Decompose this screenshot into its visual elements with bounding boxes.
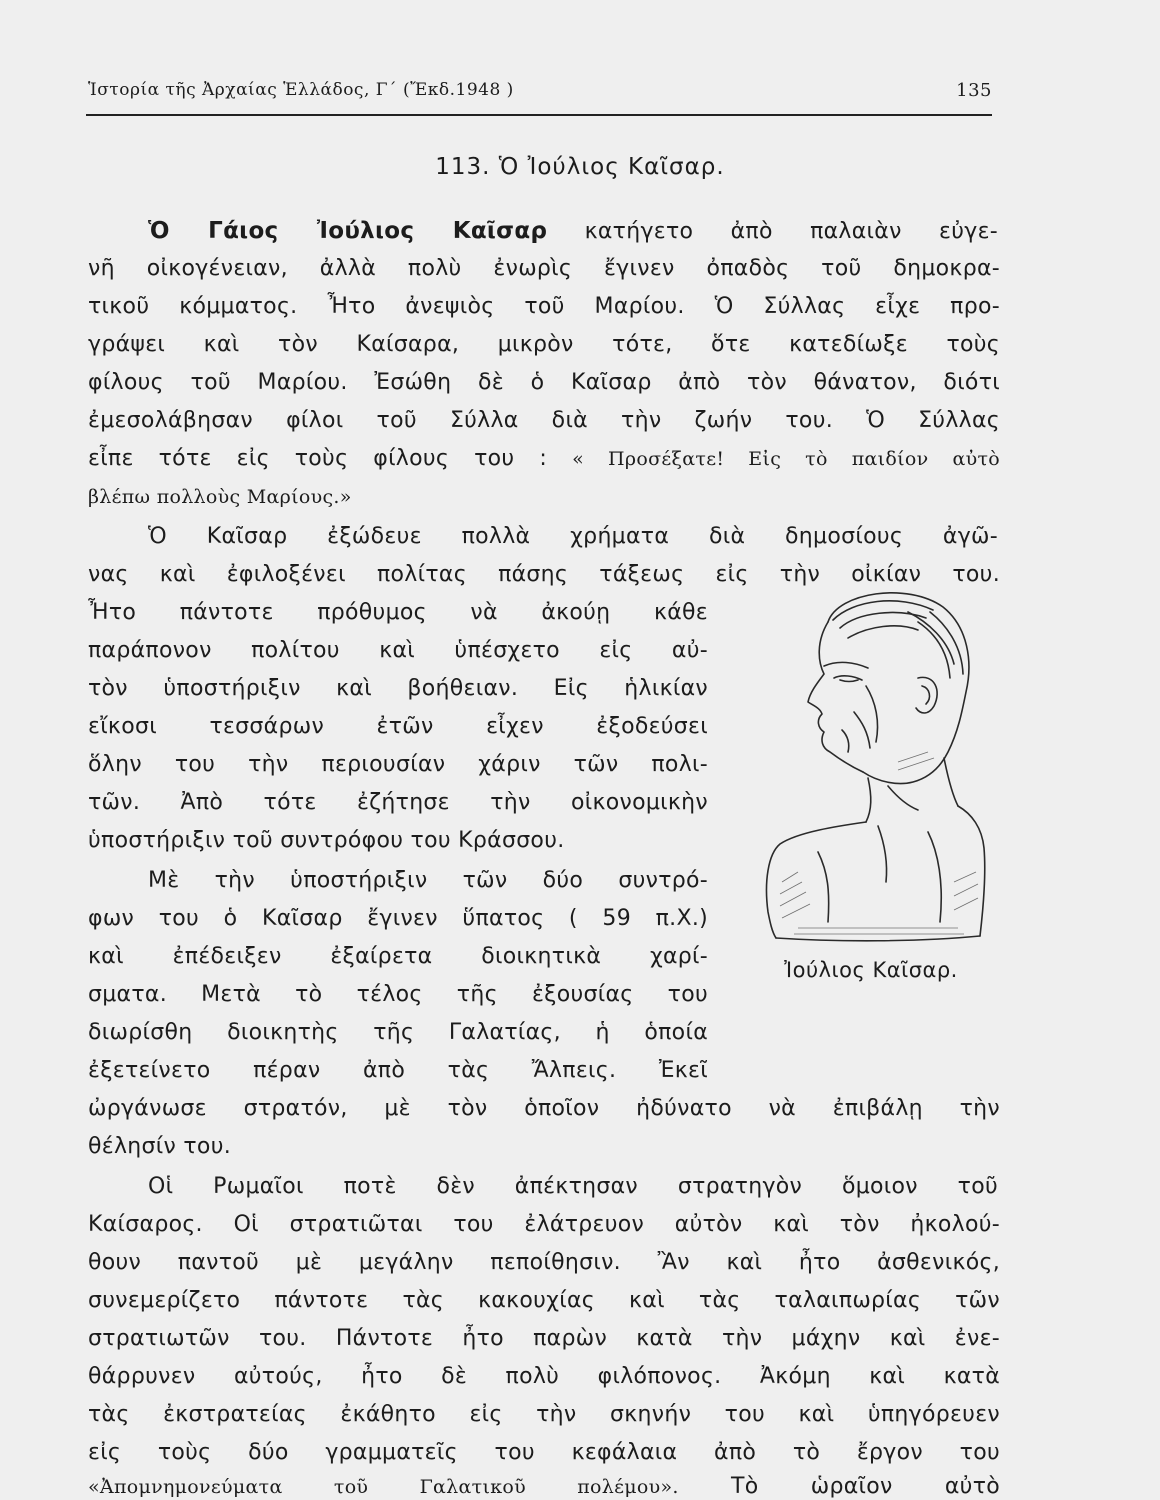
quote-span: « Προσέξατε! Εἰς τὸ παιδίον αὐτὸ	[572, 448, 1001, 470]
text-line: Καίσαρος. Οἱ στρατιῶται του ἐλάτρευον αὐτὸν καὶ τὸν ἠκολού-	[88, 1212, 1000, 1237]
text-line: θέλησίν του.	[88, 1134, 232, 1159]
text-line: εἰς τοὺς δύο γραμματεῖς του κεφάλαια ἀπὸ τὸ ἔργον του	[88, 1440, 1000, 1465]
text-line: θάρρυνεν αὐτούς, ἦτο δὲ πολὺ φιλόπονος. Ἀκόμη καὶ κατὰ	[88, 1364, 1000, 1389]
text-line: βλέπω πολλοὺς Μαρίους.»	[88, 486, 352, 508]
text-line: Ἦτο πάντοτε πρόθυμος νὰ ἀκούῃ κάθε	[88, 600, 708, 625]
bold-name: Ὁ Γάιος Ἰούλιος Καῖσαρ	[148, 218, 548, 244]
text-line: φίλους τοῦ Μαρίου. Ἐσώθη δὲ ὁ Καῖσαρ ἀπὸ τὸν θάνατον, διότι	[88, 370, 1000, 395]
text-line	[88, 442, 1000, 476]
caesar-bust-illustration	[758, 582, 990, 942]
text-span: κατήγετο ἀπὸ παλαιὰν εὐγε-	[547, 219, 998, 244]
text-line: τικοῦ κόμματος. Ἦτο ἀνεψιὸς τοῦ Μαρίου. Ὁ Σύλλας εἶχε προ-	[88, 294, 1000, 319]
text-span: Τὸ ὡραῖον αὐτὸ	[678, 1474, 1000, 1499]
text-line: τῶν. Ἀπὸ τότε ἐζήτησε τὴν οἰκονομικὴν	[88, 790, 708, 815]
text-line: ἐμεσολάβησαν φίλοι τοῦ Σύλλα διὰ τὴν ζωήν του. Ὁ Σύλλας	[88, 408, 1000, 433]
text-line: στρατιωτῶν του. Πάντοτε ἦτο παρὼν κατὰ τὴν μάχην καὶ ἐνε-	[88, 1326, 1000, 1351]
running-header	[88, 74, 992, 104]
book-title: Ἱστορία τῆς Ἀρχαίας Ἑλλάδος, Γ΄ (Ἔκδ.1948 )	[88, 80, 514, 100]
chapter-title: 113. Ὁ Ἰούλιος Καῖσαρ.	[435, 154, 725, 180]
text-line: σματα. Μετὰ τὸ τέλος τῆς ἐξουσίας του	[88, 982, 708, 1007]
text-line: εἴκοσι τεσσάρων ἐτῶν εἶχεν ἐξοδεύσει	[88, 714, 708, 739]
text-line: διωρίσθη διοικητὴς τῆς Γαλατίας, ἡ ὁποία	[88, 1020, 708, 1045]
text-line: νας καὶ ἐφιλοξένει πολίτας πάσης τάξεως εἰς τὴν οἰκίαν του.	[88, 562, 1000, 587]
text-line: νῆ οἰκογένειαν, ἀλλὰ πολὺ ἐνωρὶς ἔγινεν ὀπαδὸς τοῦ δημοκρα-	[88, 256, 1000, 281]
page-number: 135	[956, 80, 992, 101]
book-title-span: «Ἀπομνημονεύματα τοῦ Γαλατικοῦ πολέμου».	[88, 1476, 679, 1498]
text-line: γράψει καὶ τὸν Καίσαρα, μικρὸν τότε, ὅτε κατεδίωξε τοὺς	[88, 332, 1000, 357]
header-rule	[86, 114, 992, 116]
text-line: τὰς ἐκστρατείας ἐκάθητο εἰς τὴν σκηνήν του καὶ ὑπηγόρευεν	[88, 1402, 1000, 1427]
text-line	[88, 1474, 1000, 1500]
text-line: Μὲ τὴν ὑποστήριξιν τῶν δύο συντρό-	[148, 868, 708, 893]
text-line: θουν παντοῦ μὲ μεγάλην πεποίθησιν. Ἂν καὶ ἦτο ἀσθενικός,	[88, 1250, 1000, 1275]
text-line: Οἱ Ρωμαῖοι ποτὲ δὲν ἀπέκτησαν στρατηγὸν ὅμοιον τοῦ	[148, 1174, 998, 1199]
text-line: τὸν ὑποστήριξιν καὶ βοήθειαν. Εἰς ἡλικίαν	[88, 676, 708, 701]
text-line: ἐξετείνετο πέραν ἀπὸ τὰς Ἄλπεις. Ἐκεῖ	[88, 1058, 708, 1083]
text-line	[148, 214, 998, 248]
text-line: Ὁ Καῖσαρ ἐξώδευε πολλὰ χρήματα διὰ δημοσίους ἀγῶ-	[148, 524, 998, 549]
text-line: φων του ὁ Καῖσαρ ἔγινεν ὕπατος ( 59 π.Χ.)	[88, 906, 708, 931]
text-line: συνεμερίζετο πάντοτε τὰς κακουχίας καὶ τὰς ταλαιπωρίας τῶν	[88, 1288, 1000, 1313]
text-line: καὶ ἐπέδειξεν ἐξαίρετα διοικητικὰ χαρί-	[88, 944, 708, 969]
text-line: ὑποστήριξιν τοῦ συντρόφου του Κράσσου.	[88, 828, 565, 853]
text-line: ὠργάνωσε στρατόν, μὲ τὸν ὁποῖον ἠδύνατο νὰ ἐπιβάλῃ τὴν	[88, 1096, 1000, 1121]
text-span: εἶπε τότε εἰς τοὺς φίλους του :	[88, 446, 548, 471]
text-line: παράπονον πολίτου καὶ ὑπέσχετο εἰς αὐ-	[88, 638, 708, 663]
text-line: ὅλην του τὴν περιουσίαν χάριν τῶν πολι-	[88, 752, 708, 777]
figure-caption: Ἰούλιος Καῖσαρ.	[784, 958, 958, 982]
